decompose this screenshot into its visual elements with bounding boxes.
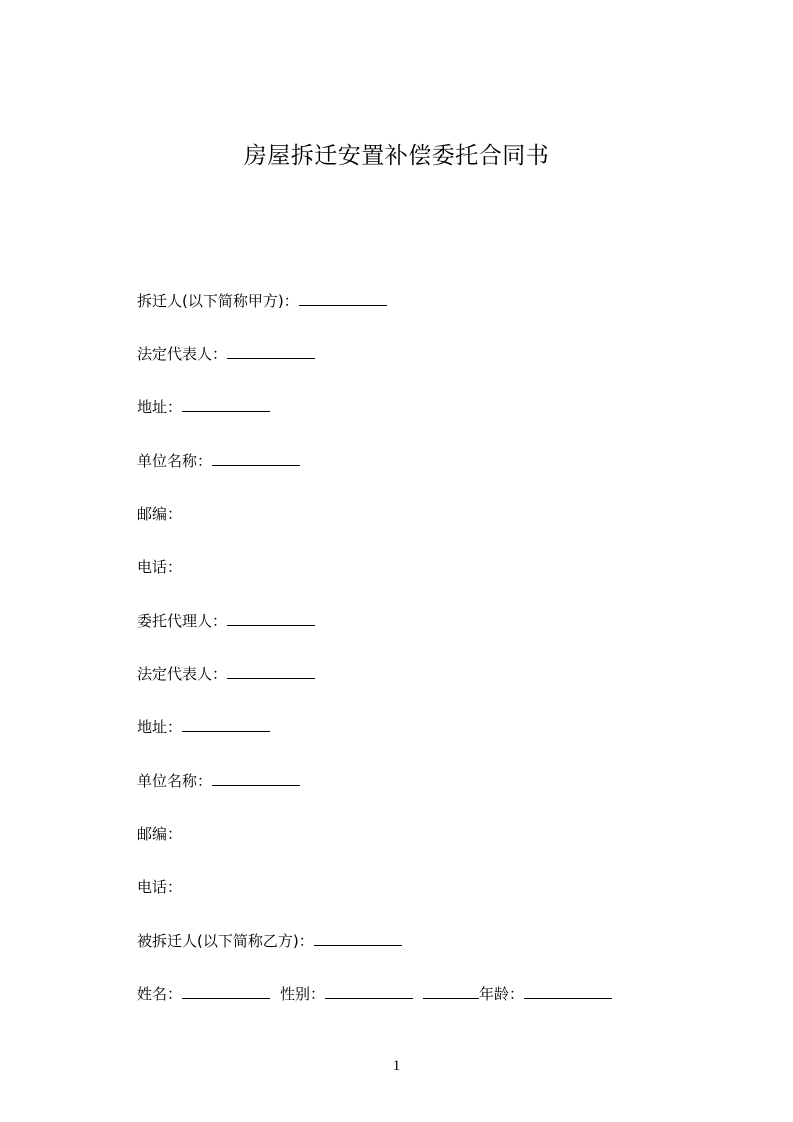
agent-legal-rep-blank [227, 664, 315, 679]
party-a-legal-rep-label: 法定代表人： [137, 345, 228, 363]
agent-phone-line [137, 877, 182, 897]
party-a-legal-rep-line [137, 344, 315, 364]
agent-unit-name-line [137, 771, 300, 791]
party-b-age-blank [524, 984, 612, 999]
party-a-phone-line [137, 557, 182, 577]
agent-label: 委托代理人： [137, 612, 228, 630]
party-a-unit-name-blank [212, 451, 300, 466]
agent-blank [227, 611, 315, 626]
party-a-line [137, 291, 387, 311]
party-a-address-label: 地址： [137, 398, 183, 416]
page-number: 1 [392, 1058, 401, 1074]
party-b-label: 被拆迁人(以下简称乙方)： [137, 932, 314, 950]
document-title: 房屋拆迁安置补偿委托合同书 [243, 143, 550, 169]
party-b-blank [314, 931, 402, 946]
party-a-label: 拆迁人(以下简称甲方)： [137, 292, 299, 310]
party-a-unit-name-line [137, 451, 300, 471]
party-b-details-line [137, 984, 612, 1004]
party-b-gender-label: 性别： [280, 985, 326, 1003]
party-a-postcode-line [137, 504, 182, 524]
party-a-unit-name-label: 单位名称： [137, 452, 213, 470]
party-a-blank [299, 291, 387, 306]
party-a-postcode-label: 邮编： [137, 505, 183, 523]
agent-address-blank [182, 717, 270, 732]
agent-unit-name-blank [212, 771, 300, 786]
agent-unit-name-label: 单位名称： [137, 772, 213, 790]
agent-line [137, 611, 315, 631]
agent-address-label: 地址： [137, 718, 183, 736]
party-b-age-prefix-blank [423, 984, 479, 999]
party-b-gender-blank [325, 984, 413, 999]
party-b-name-label: 姓名： [137, 985, 183, 1003]
party-a-address-blank [182, 397, 270, 412]
agent-postcode-label: 邮编： [137, 825, 183, 843]
agent-address-line [137, 717, 270, 737]
agent-phone-label: 电话： [137, 878, 183, 896]
party-a-phone-label: 电话： [137, 558, 183, 576]
party-a-legal-rep-blank [227, 344, 315, 359]
party-b-name-blank [182, 984, 270, 999]
agent-legal-rep-label: 法定代表人： [137, 665, 228, 683]
party-b-line [137, 931, 402, 951]
party-a-address-line [137, 397, 270, 417]
agent-legal-rep-line [137, 664, 315, 684]
party-b-age-label: 年龄： [479, 985, 525, 1003]
agent-postcode-line [137, 824, 182, 844]
